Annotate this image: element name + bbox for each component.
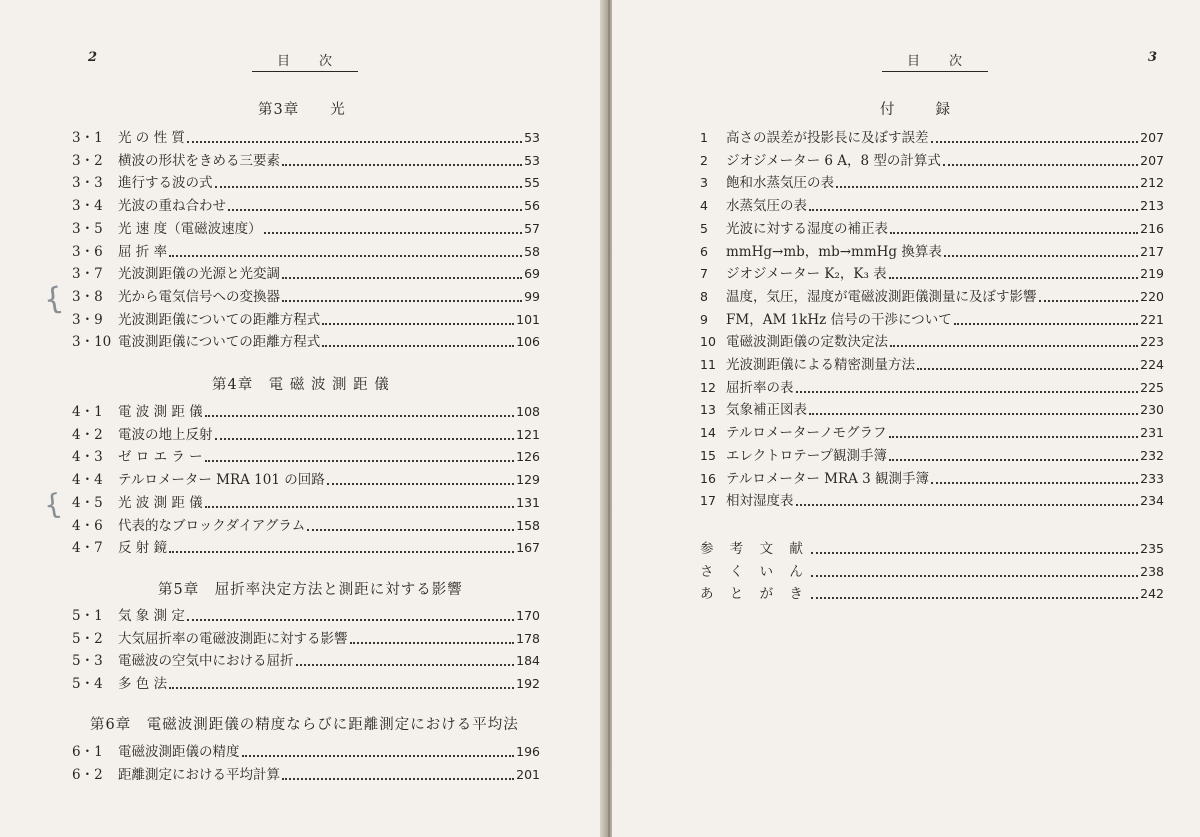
appendix-number: 2: [700, 152, 708, 168]
dot-leader: [954, 313, 1138, 325]
section-number: 3・2: [72, 152, 103, 169]
page-ref: 129: [516, 472, 540, 488]
section-number: 3・7: [72, 266, 103, 283]
dot-leader: [187, 131, 522, 143]
back-matter-title: 参 考 文 献: [700, 541, 809, 557]
appendix-number: 9: [700, 311, 708, 327]
appendix-number: 7: [700, 266, 708, 282]
page-ref: 121: [516, 426, 540, 442]
dot-leader: [187, 609, 514, 621]
section-title: 光 の 性 質: [118, 130, 185, 146]
toc-entry: [72, 649, 540, 671]
page-ref: 230: [1140, 402, 1164, 418]
dot-leader: [931, 472, 1138, 484]
dot-leader: [322, 335, 514, 347]
page-ref: 233: [1140, 470, 1164, 486]
page-ref: 108: [516, 404, 540, 419]
section-title: 距離測定における平均計算: [118, 766, 280, 783]
chapter-heading: 第3章 光: [258, 102, 346, 118]
back-matter-entry: [700, 582, 1164, 604]
dot-leader: [890, 222, 1138, 234]
appendix-title: 気象補正図表: [726, 402, 807, 419]
back-matter-entry: [700, 537, 1164, 559]
section-title: 光 速 度（電磁波速度）: [118, 220, 262, 237]
page-ref: 53: [524, 152, 540, 168]
page-ref: 207: [1140, 130, 1164, 145]
dot-leader: [836, 176, 1138, 188]
page-ref: 178: [516, 630, 540, 646]
back-matter-entry: [700, 560, 1164, 582]
section-title: 光波の重ね合わせ: [118, 198, 226, 215]
section-number: 3・8: [72, 288, 103, 305]
section-number: 5・4: [72, 676, 103, 693]
dot-leader: [811, 565, 1138, 577]
appendix-number: 8: [700, 288, 708, 304]
section-number: 4・5: [72, 494, 103, 511]
page-ref: 58: [524, 243, 540, 259]
dot-leader: [282, 154, 522, 166]
dot-leader: [796, 494, 1139, 506]
page-ref: 57: [524, 220, 540, 236]
toc-entry: [72, 491, 540, 513]
appendix-number: 12: [700, 379, 716, 395]
section-title: 光波測距儀についての距離方程式: [118, 311, 321, 328]
dot-leader: [169, 245, 522, 257]
page-ref: 56: [524, 198, 540, 214]
dot-leader: [282, 768, 514, 780]
appendix-number: 11: [700, 357, 716, 372]
appendix-title: 光波測距儀による精密測量方法: [726, 357, 915, 373]
appendix-entry: [700, 421, 1164, 443]
appendix-title: テルロメーターノモグラフ: [726, 425, 887, 442]
running-head: 目 次: [252, 50, 358, 72]
toc-entry: [72, 514, 540, 536]
section-title: 電磁波測距儀の精度: [118, 744, 240, 760]
dot-leader: [327, 473, 514, 485]
appendix-number: 3: [700, 175, 708, 191]
appendix-entry: [700, 444, 1164, 466]
section-number: 3・3: [72, 175, 103, 192]
page-ref: 219: [1140, 266, 1164, 282]
appendix-number: 13: [700, 402, 716, 418]
page-ref: 201: [516, 766, 540, 782]
page-ref: 106: [516, 334, 540, 350]
appendix-entry: [700, 149, 1164, 171]
dot-leader: [943, 154, 1138, 166]
appendix-title: 飽和水蒸気圧の表: [726, 175, 834, 192]
appendix-entry: [700, 285, 1164, 307]
page-ref: 232: [1140, 447, 1164, 463]
appendix-entry: [700, 126, 1164, 148]
appendix-title: 光波に対する湿度の補正表: [726, 220, 888, 237]
dot-leader: [322, 313, 514, 325]
appendix-title: 屈折率の表: [726, 379, 794, 396]
appendix-title: 高さの誤差が投影長に及ぼす誤差: [726, 130, 929, 146]
dot-leader: [169, 677, 514, 689]
appendix-heading: 付 録: [880, 102, 954, 118]
toc-entry: [72, 308, 540, 330]
appendix-title: 温度，気圧，湿度が電磁波測距儀測量に及ぼす影響: [726, 288, 1037, 305]
appendix-number: 15: [700, 447, 716, 463]
section-title: 電波測距儀についての距離方程式: [118, 334, 321, 351]
page-ref: 238: [1140, 563, 1164, 579]
dot-leader: [796, 381, 1139, 393]
appendix-title: 電磁波測距儀の定数決定法: [726, 334, 888, 351]
appendix-entry: [700, 398, 1164, 420]
pencil-bracket-mark: {: [41, 486, 65, 523]
page-ref: 221: [1140, 311, 1164, 327]
running-head: 目 次: [882, 50, 988, 72]
page-ref: 223: [1140, 334, 1164, 350]
page-ref: 158: [516, 517, 540, 533]
page-ref: 196: [516, 744, 540, 759]
page-ref: 235: [1140, 541, 1164, 556]
dot-leader: [205, 496, 514, 508]
appendix-entry: [700, 353, 1164, 375]
chapter-heading: 第5章 屈折率決定方法と測距に対する影響: [158, 582, 463, 598]
page-ref: 131: [516, 494, 540, 510]
section-number: 3・9: [72, 311, 103, 328]
pencil-bracket-mark: {: [41, 280, 66, 319]
section-number: 5・2: [72, 630, 103, 647]
page-ref: 242: [1140, 586, 1164, 602]
page-number: 3: [1148, 50, 1158, 65]
dot-leader: [296, 654, 515, 666]
page-ref: 231: [1140, 425, 1164, 441]
appendix-title: テルロメーター MRA 3 観測手簿: [726, 470, 930, 487]
toc-entry: [72, 536, 540, 558]
appendix-entry: [700, 262, 1164, 284]
section-number: 3・10: [72, 334, 112, 351]
section-title: 光波測距儀の光源と光変調: [118, 266, 280, 283]
dot-leader: [242, 745, 515, 757]
section-number: 4・1: [72, 404, 103, 420]
section-title: テルロメーター MRA 101 の回路: [118, 472, 325, 489]
section-title: 大気屈折率の電磁波測距に対する影響: [118, 630, 348, 647]
section-title: 電 波 測 距 儀: [118, 404, 203, 420]
page-ref: 170: [516, 608, 540, 623]
appendix-title: 相対湿度表: [726, 493, 794, 510]
section-number: 3・5: [72, 220, 103, 237]
section-number: 3・4: [72, 198, 103, 215]
section-title: 反 射 鏡: [118, 540, 168, 557]
dot-leader: [944, 245, 1138, 257]
page-ref: 217: [1140, 243, 1164, 259]
appendix-entry: [700, 330, 1164, 352]
dot-leader: [889, 426, 1139, 438]
appendix-entry: [700, 467, 1164, 489]
toc-entry: [72, 763, 540, 785]
toc-entry: [72, 171, 540, 193]
dot-leader: [350, 632, 515, 644]
page-ref: 53: [524, 130, 540, 145]
page-ref: 69: [524, 266, 540, 282]
dot-leader: [809, 403, 1138, 415]
section-title: 多 色 法: [118, 676, 168, 693]
appendix-entry: [700, 376, 1164, 398]
section-number: 3・1: [72, 130, 103, 146]
dot-leader: [809, 199, 1138, 211]
dot-leader: [282, 267, 522, 279]
section-title: ゼ ロ エ ラ ー: [118, 449, 203, 466]
page-ref: 224: [1140, 357, 1164, 372]
section-number: 5・1: [72, 608, 103, 624]
dot-leader: [1039, 290, 1139, 302]
page-ref: 192: [516, 676, 540, 692]
chapter-heading: 第4章 電 磁 波 測 距 儀: [212, 377, 390, 393]
appendix-number: 1: [700, 130, 708, 145]
dot-leader: [205, 450, 514, 462]
right-page: [612, 0, 1200, 837]
back-matter-title: さ く い ん: [700, 563, 809, 580]
appendix-entry: [700, 171, 1164, 193]
appendix-entry: [700, 194, 1164, 216]
section-number: 4・4: [72, 472, 103, 489]
page-ref: 99: [524, 288, 540, 304]
page-number: 2: [88, 50, 98, 65]
section-number: 6・2: [72, 766, 103, 783]
section-title: 横波の形状をきめる三要素: [118, 152, 280, 169]
page-ref: 212: [1140, 175, 1164, 191]
toc-entry: [72, 740, 540, 762]
dot-leader: [811, 587, 1138, 599]
dot-leader: [890, 335, 1138, 347]
section-title: 電磁波の空気中における屈折: [118, 653, 294, 670]
appendix-title: ジオジメーター K₂，K₃ 表: [726, 266, 887, 283]
toc-entry: [72, 217, 540, 239]
page-ref: 55: [524, 175, 540, 191]
dot-leader: [889, 449, 1138, 461]
section-number: 6・1: [72, 744, 103, 760]
dot-leader: [917, 358, 1138, 370]
section-number: 5・3: [72, 653, 103, 670]
toc-entry: [72, 400, 540, 422]
appendix-number: 4: [700, 198, 708, 214]
section-number: 4・6: [72, 517, 103, 534]
section-title: 電波の地上反射: [118, 426, 213, 443]
dot-leader: [811, 542, 1138, 554]
appendix-entry: [700, 217, 1164, 239]
toc-entry: [72, 262, 540, 284]
page-ref: 184: [516, 653, 540, 669]
page-ref: 225: [1140, 379, 1164, 395]
appendix-number: 6: [700, 243, 708, 259]
appendix-entry: [700, 489, 1164, 511]
toc-entry: [72, 194, 540, 216]
dot-leader: [215, 428, 515, 440]
section-title: 進行する波の式: [118, 175, 213, 192]
section-number: 4・3: [72, 449, 103, 466]
section-number: 4・2: [72, 426, 103, 443]
page-ref: 213: [1140, 198, 1164, 214]
appendix-title: 水蒸気圧の表: [726, 198, 807, 215]
appendix-number: 5: [700, 220, 708, 236]
appendix-title: エレクトロテープ観測手簿: [726, 447, 888, 464]
toc-entry: [72, 423, 540, 445]
appendix-title: FM，AM 1kHz 信号の干渉について: [726, 311, 952, 328]
page-ref: 216: [1140, 220, 1164, 236]
appendix-title: ジオジメーター 6 A，8 型の計算式: [726, 152, 941, 169]
appendix-number: 17: [700, 493, 716, 509]
section-title: 屈 折 率: [118, 243, 168, 260]
section-title: 代表的なブロックダイアグラム: [118, 517, 306, 534]
section-number: 3・6: [72, 243, 103, 260]
dot-leader: [215, 176, 523, 188]
toc-entry: [72, 149, 540, 171]
section-title: 光から電気信号への変換器: [118, 288, 280, 305]
dot-leader: [282, 290, 522, 302]
page-ref: 126: [516, 449, 540, 465]
appendix-number: 14: [700, 425, 716, 441]
appendix-entry: [700, 308, 1164, 330]
section-title: 光 波 測 距 儀: [118, 494, 203, 511]
page-ref: 101: [516, 311, 540, 327]
dot-leader: [307, 519, 514, 531]
page-ref: 234: [1140, 493, 1164, 509]
toc-entry: [72, 285, 540, 307]
back-matter-title: あ と が き: [700, 586, 809, 603]
toc-entry: [72, 672, 540, 694]
section-number: 4・7: [72, 540, 103, 557]
toc-entry: [72, 627, 540, 649]
appendix-number: 10: [700, 334, 716, 350]
dot-leader: [205, 405, 514, 417]
page-ref: 207: [1140, 152, 1164, 168]
dot-leader: [931, 131, 1139, 143]
toc-entry: [72, 445, 540, 467]
appendix-number: 16: [700, 470, 716, 486]
appendix-entry: [700, 240, 1164, 262]
toc-entry: [72, 330, 540, 352]
dot-leader: [228, 199, 522, 211]
appendix-title: mmHg→mb，mb→mmHg 換算表: [726, 243, 942, 260]
toc-entry: [72, 240, 540, 262]
page-ref: 167: [516, 540, 540, 556]
chapter-heading: 第6章 電磁波測距儀の精度ならびに距離測定における平均法: [90, 717, 519, 733]
toc-entry: [72, 468, 540, 490]
toc-entry: [72, 604, 540, 626]
page-ref: 220: [1140, 288, 1164, 304]
dot-leader: [889, 267, 1138, 279]
toc-entry: [72, 126, 540, 148]
section-title: 気 象 測 定: [118, 608, 185, 624]
dot-leader: [169, 541, 514, 553]
dot-leader: [264, 222, 523, 234]
